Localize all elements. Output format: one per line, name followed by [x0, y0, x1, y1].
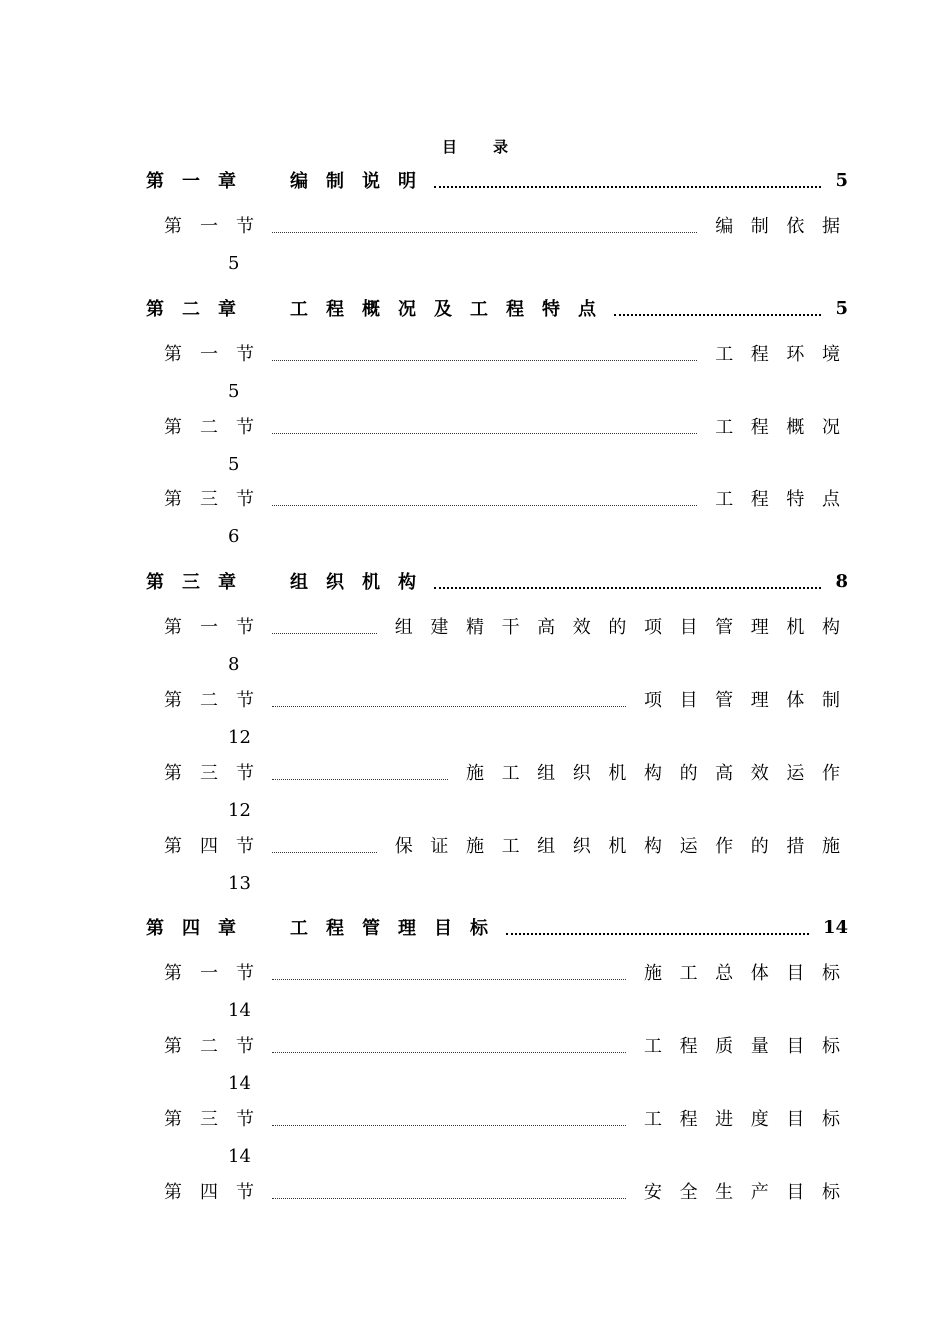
section-number: 第一节	[164, 963, 272, 984]
section-number: 第三节	[164, 489, 272, 510]
dot-leader	[272, 414, 697, 438]
section-number: 第四节	[164, 836, 272, 857]
section-number: 第一节	[164, 617, 272, 638]
section-number: 第三节	[164, 763, 272, 784]
section-title: 施工总体目标	[643, 963, 858, 984]
chapter-title: 工程概况及工程特点	[290, 299, 614, 320]
page-number: 12	[228, 800, 251, 821]
toc-section-entry[interactable]	[164, 414, 858, 438]
page-number: 5	[835, 297, 848, 319]
section-title: 工程环境	[715, 344, 858, 365]
dot-leader	[272, 833, 377, 857]
section-number: 第一节	[164, 344, 272, 365]
section-title: 工程质量目标	[643, 1036, 858, 1057]
dot-leader	[614, 296, 821, 320]
section-number: 第二节	[164, 417, 272, 438]
section-title: 工程特点	[715, 489, 858, 510]
toc-chapter-entry[interactable]	[146, 296, 848, 320]
toc-chapter-entry[interactable]	[146, 168, 848, 192]
toc-heading: 目录	[441, 138, 544, 156]
section-number: 第二节	[164, 1036, 272, 1057]
section-title: 施工组织机构的高效运作	[465, 763, 858, 784]
page-number: 5	[228, 381, 240, 402]
toc-chapter-entry[interactable]	[146, 569, 848, 593]
section-title: 组建精干高效的项目管理机构	[394, 617, 858, 638]
toc-section-entry[interactable]	[164, 833, 858, 857]
toc-section-entry[interactable]	[164, 760, 858, 784]
page-number: 12	[228, 727, 251, 748]
section-number: 第三节	[164, 1109, 272, 1130]
dot-leader	[272, 1179, 626, 1203]
page-number: 6	[228, 526, 240, 547]
dot-leader	[272, 760, 448, 784]
page-number: 5	[228, 454, 240, 475]
dot-leader	[272, 614, 377, 638]
toc-section-entry[interactable]	[164, 341, 858, 365]
chapter-title: 编制说明	[290, 171, 434, 192]
dot-leader	[272, 486, 697, 510]
section-title: 工程进度目标	[643, 1109, 858, 1130]
page-number: 14	[228, 1000, 251, 1021]
toc-section-entry[interactable]	[164, 486, 858, 510]
chapter-number: 第三章	[146, 572, 254, 593]
chapter-title: 组织机构	[290, 572, 434, 593]
toc-section-entry[interactable]	[164, 687, 858, 711]
page-number: 13	[228, 873, 251, 894]
page-number: 8	[835, 570, 848, 592]
section-number: 第二节	[164, 690, 272, 711]
dot-leader	[272, 960, 626, 984]
chapter-number: 第一章	[146, 171, 254, 192]
toc-section-entry[interactable]	[164, 213, 858, 237]
chapter-number: 第四章	[146, 918, 254, 939]
page-number: 14	[228, 1146, 251, 1167]
toc-section-entry[interactable]	[164, 1106, 858, 1130]
section-title: 安全生产目标	[643, 1182, 858, 1203]
toc-section-entry[interactable]	[164, 1179, 858, 1203]
page-number: 14	[822, 916, 848, 938]
dot-leader	[272, 341, 697, 365]
page-number: 5	[835, 169, 848, 191]
section-title: 工程概况	[715, 417, 858, 438]
dot-leader	[272, 213, 697, 237]
section-number: 第四节	[164, 1182, 272, 1203]
toc-section-entry[interactable]	[164, 960, 858, 984]
page-number: 8	[228, 654, 240, 675]
dot-leader	[272, 1106, 626, 1130]
section-title: 编制依据	[715, 216, 858, 237]
dot-leader	[272, 1033, 626, 1057]
section-title: 项目管理体制	[643, 690, 858, 711]
toc-chapter-entry[interactable]	[146, 915, 848, 939]
dot-leader	[434, 569, 821, 593]
toc-section-entry[interactable]	[164, 614, 858, 638]
dot-leader	[272, 687, 626, 711]
dot-leader	[506, 915, 809, 939]
page-number: 14	[228, 1073, 251, 1094]
page-number: 5	[228, 253, 240, 274]
section-number: 第一节	[164, 216, 272, 237]
chapter-title: 工程管理目标	[290, 918, 506, 939]
chapter-number: 第二章	[146, 299, 254, 320]
toc-section-entry[interactable]	[164, 1033, 858, 1057]
dot-leader	[434, 168, 821, 192]
section-title: 保证施工组织机构运作的措施	[394, 836, 858, 857]
